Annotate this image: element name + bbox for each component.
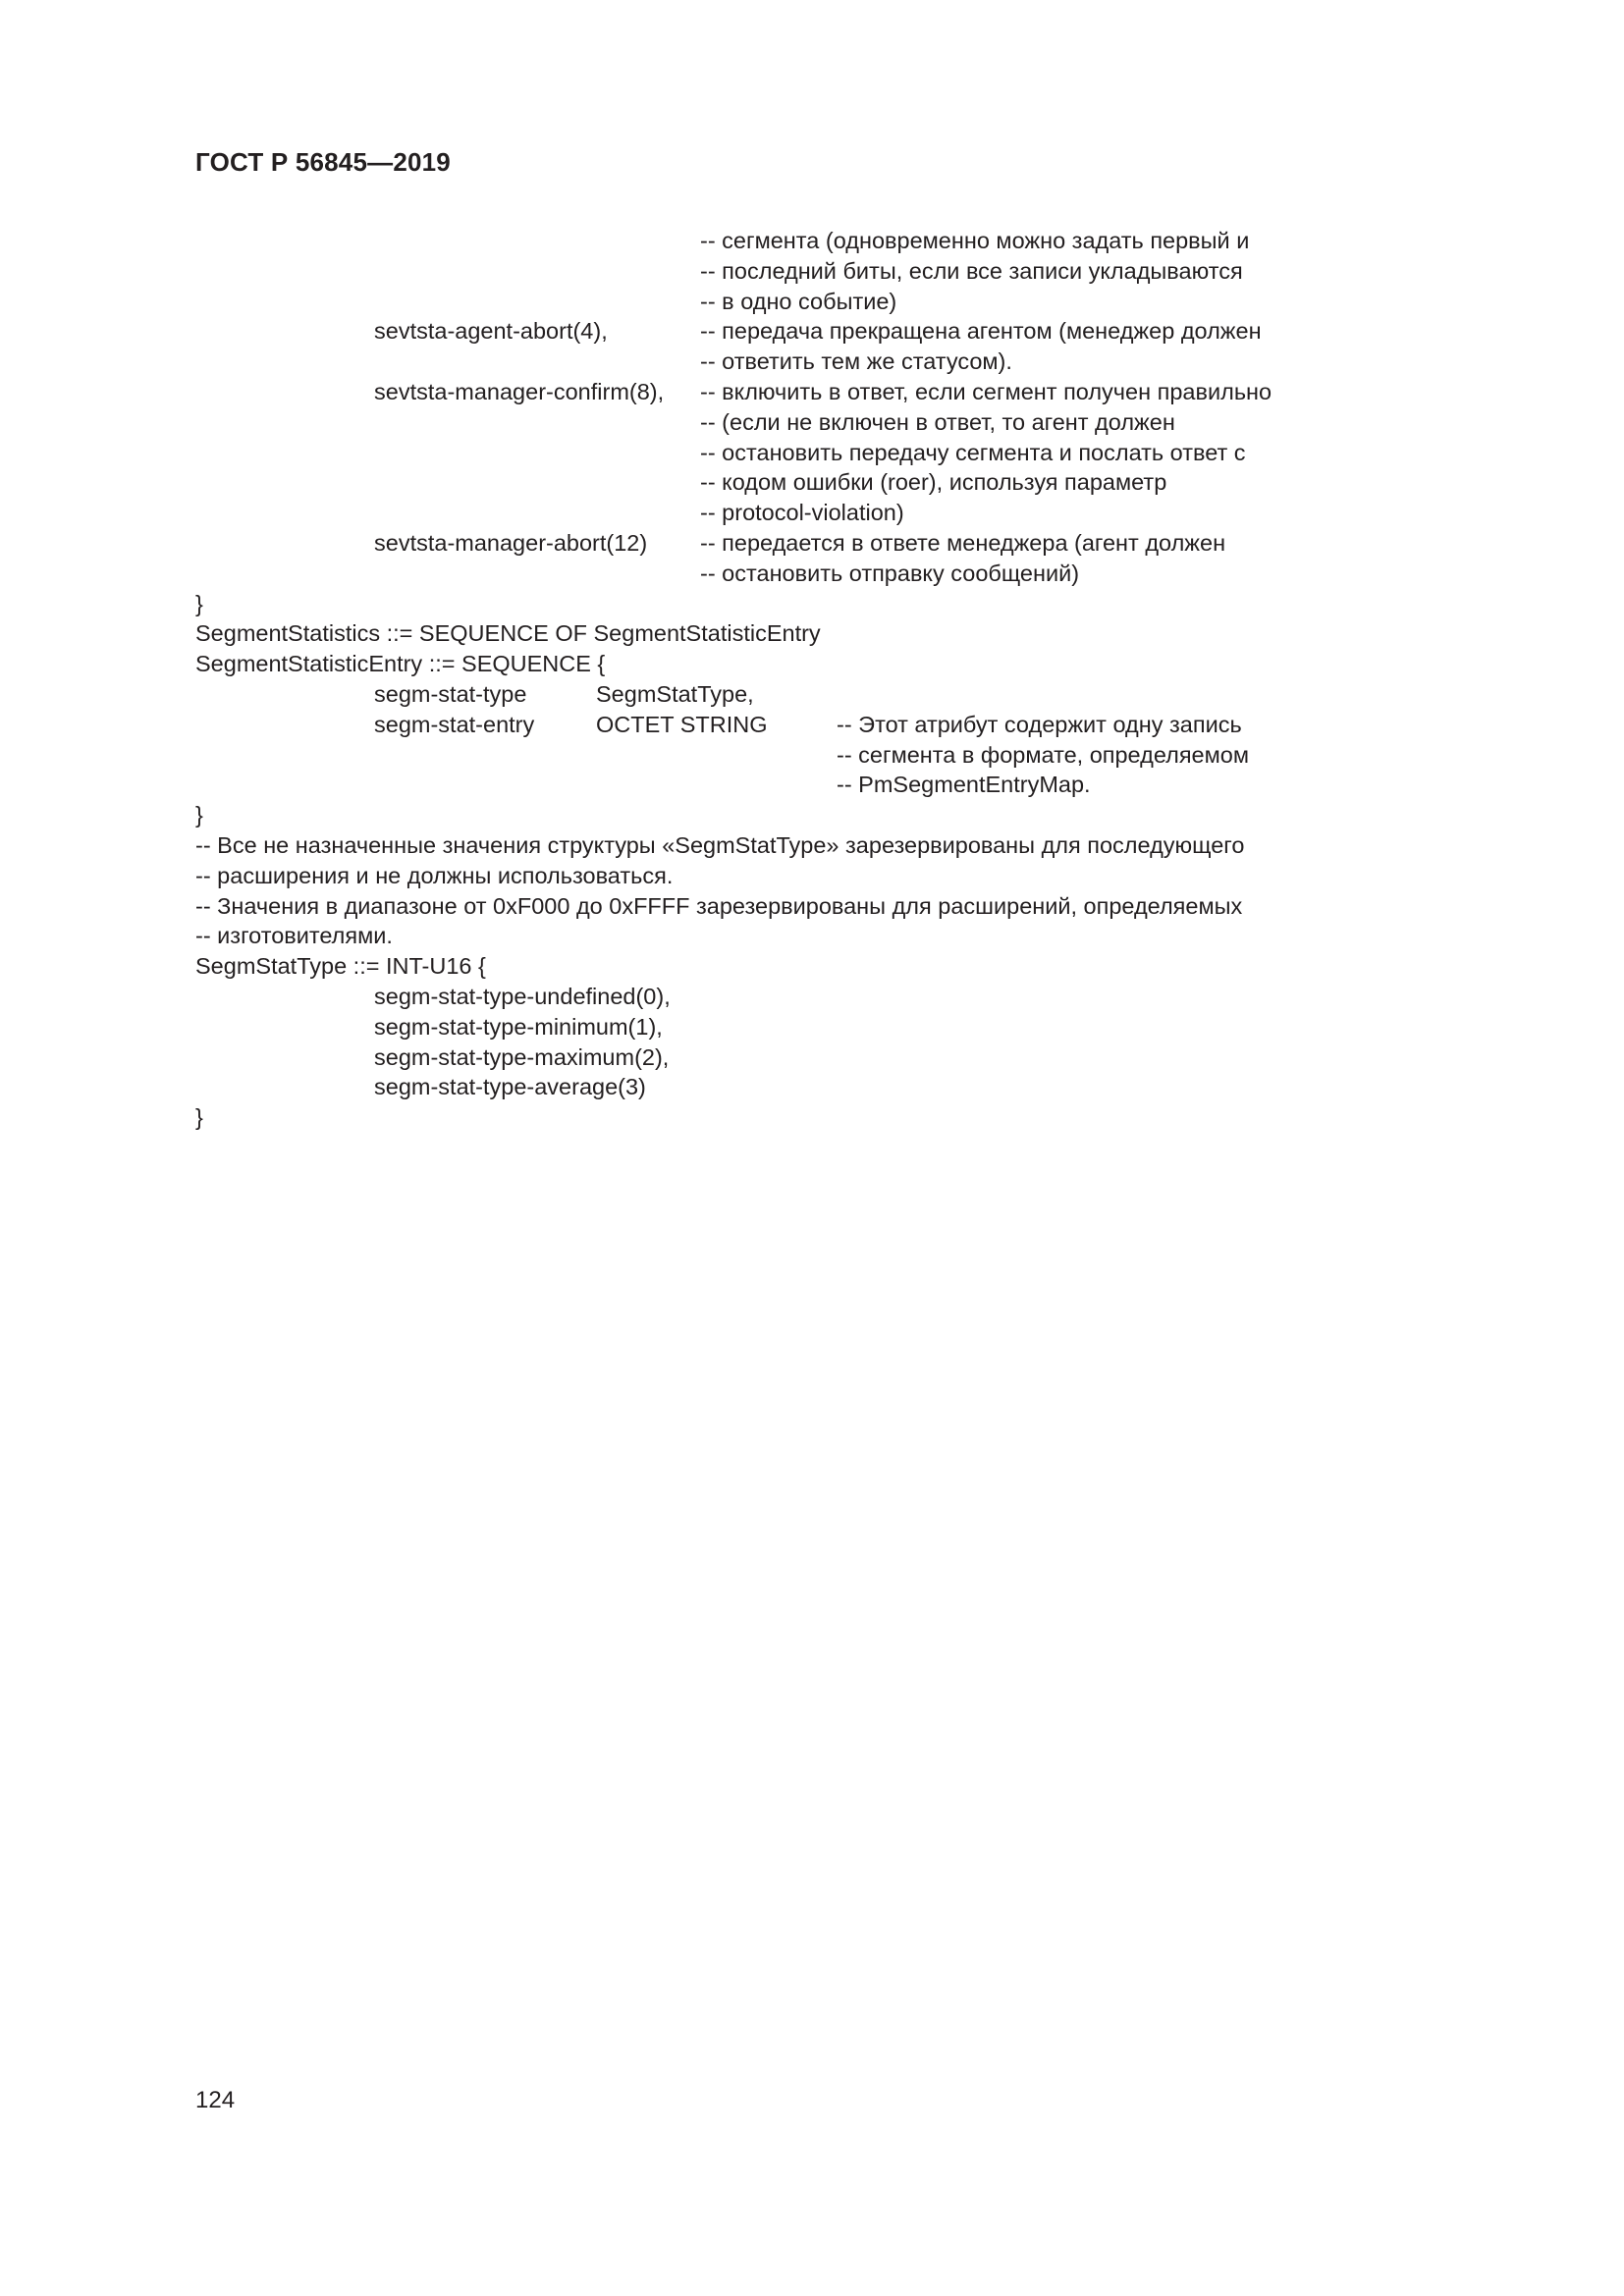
code-line: [195, 498, 1433, 528]
code-text: segm-stat-type: [374, 680, 527, 707]
code-text: segm-stat-type-minimum(1),: [374, 1013, 663, 1040]
code-line: [195, 891, 1433, 922]
code-line: [195, 377, 1433, 407]
code-comment: -- в одно событие): [700, 288, 897, 314]
code-text: SegmStatType,: [596, 680, 754, 707]
code-text: OCTET STRING: [596, 711, 768, 737]
code-line: [195, 589, 1433, 619]
code-text: segm-stat-type-undefined(0),: [374, 983, 671, 1009]
code-line: [195, 951, 1433, 982]
code-line: [195, 1102, 1433, 1133]
code-text: -- Значения в диапазоне от 0xF000 до 0xFFFF зарезервированы для расширений, определяемых: [195, 892, 1243, 919]
code-line: [195, 679, 1433, 710]
code-line: [195, 467, 1433, 498]
code-text: -- изготовителями.: [195, 923, 393, 949]
code-comment: -- сегмента в формате, определяемом: [837, 741, 1250, 768]
code-text: segm-stat-entry: [374, 711, 535, 737]
code-text: segm-stat-type-maximum(2),: [374, 1043, 670, 1070]
asn1-code-block: [195, 226, 1433, 1133]
code-line: [195, 528, 1433, 559]
code-comment: -- включить в ответ, если сегмент получен правильно: [700, 378, 1272, 404]
code-line: [195, 982, 1433, 1012]
code-line: [195, 770, 1433, 800]
code-comment: -- Этот атрибут содержит одну запись: [837, 711, 1242, 737]
code-line: [195, 559, 1433, 589]
document-header: ГОСТ Р 56845—2019: [195, 147, 451, 177]
code-line: [195, 316, 1433, 347]
code-line: [195, 830, 1433, 861]
code-text: SegmStatType ::= INT-U16 {: [195, 953, 486, 980]
code-text: SegmentStatistics ::= SEQUENCE OF SegmentStatisticEntry: [195, 620, 821, 647]
code-line: [195, 649, 1433, 679]
code-text: sevtsta-manager-confirm(8),: [374, 378, 665, 404]
code-line: [195, 861, 1433, 891]
code-text: sevtsta-manager-abort(12): [374, 529, 648, 556]
code-line: [195, 921, 1433, 951]
code-text: sevtsta-agent-abort(4),: [374, 318, 608, 345]
code-text: SegmentStatisticEntry ::= SEQUENCE {: [195, 651, 606, 677]
code-comment: -- (если не включен в ответ, то агент должен: [700, 408, 1175, 435]
code-comment: -- ответить тем же статусом).: [700, 348, 1012, 375]
code-text: -- расширения и не должны использоваться.: [195, 862, 674, 888]
code-line: [195, 287, 1433, 317]
code-comment: -- PmSegmentEntryMap.: [837, 772, 1091, 798]
code-comment: -- protocol-violation): [700, 500, 904, 526]
code-comment: -- кодом ошибки (roer), используя параметр: [700, 469, 1167, 496]
code-line: [195, 256, 1433, 287]
code-line: [195, 618, 1433, 649]
code-comment: -- остановить передачу сегмента и послать ответ с: [700, 439, 1246, 465]
code-comment: -- сегмента (одновременно можно задать первый и: [700, 228, 1250, 253]
code-line: [195, 710, 1433, 740]
code-text: }: [195, 802, 203, 828]
code-line: [195, 438, 1433, 468]
code-text: segm-stat-type-average(3): [374, 1074, 646, 1100]
code-comment: -- передается в ответе менеджера (агент должен: [700, 529, 1226, 556]
code-comment: -- передача прекращена агентом (менеджер должен: [700, 318, 1262, 345]
code-line: [195, 800, 1433, 830]
code-line: [195, 347, 1433, 377]
code-line: [195, 1042, 1433, 1073]
code-line: [195, 740, 1433, 771]
code-line: [195, 407, 1433, 438]
code-comment: -- последний биты, если все записи укладываются: [700, 257, 1243, 284]
code-line: [195, 1072, 1433, 1102]
page-number: 124: [195, 2087, 236, 2113]
code-text: }: [195, 1104, 203, 1131]
code-line: [195, 226, 1433, 256]
code-line: [195, 1012, 1433, 1042]
code-comment: -- остановить отправку сообщений): [700, 560, 1080, 586]
code-text: -- Все не назначенные значения структуры «SegmStatType» зарезервированы для последующего: [195, 831, 1245, 858]
code-text: }: [195, 590, 203, 616]
